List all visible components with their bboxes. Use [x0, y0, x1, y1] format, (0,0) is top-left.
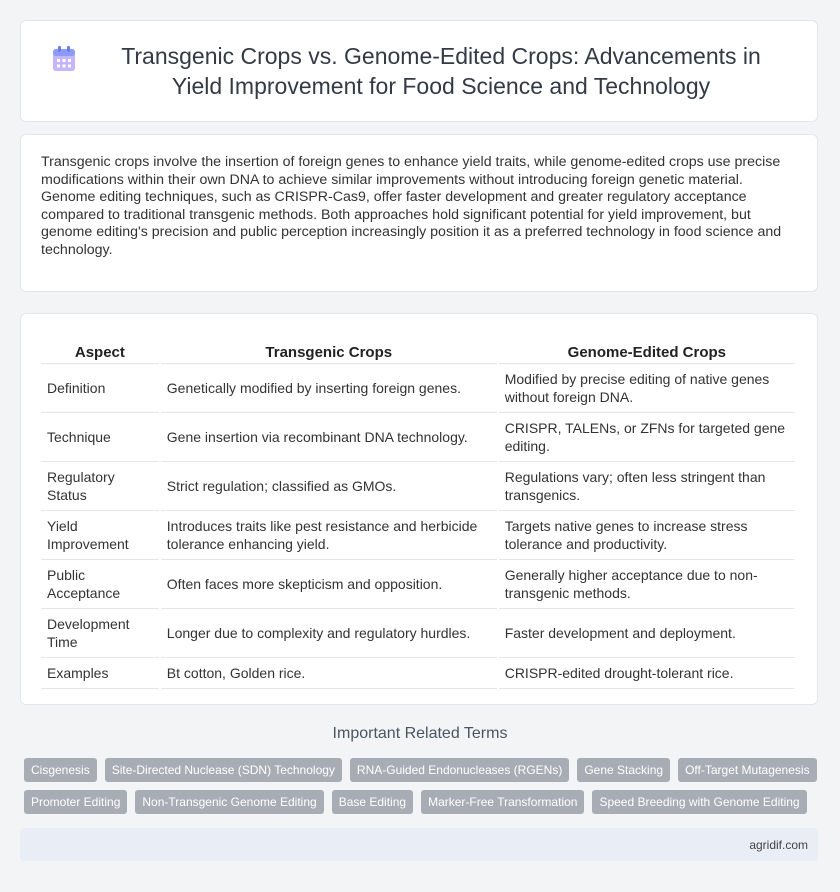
table-row	[41, 658, 795, 689]
header-aspect: Aspect	[41, 332, 159, 364]
header-genome-edited: Genome-Edited Crops	[499, 332, 795, 364]
summary-text: Transgenic crops involve the insertion of foreign genes to enhance yield traits, while genome-edited crops use precise modifications within their own DNA to achieve similar improvements without introducing foreign genetic material. Genome editing techniques, such as CRISPR-Cas9, offer faster development and greater regulatory acceptance compared to traditional transgenic methods. Both approaches hold significant potential for yield improvement, but genome editing's precision and public perception increasingly position it as a preferred technology in food science and technology.	[41, 154, 782, 258]
table-row	[41, 462, 795, 511]
summary-card	[20, 134, 818, 292]
related-terms-row	[24, 790, 824, 814]
cell-genome-edited: Generally higher acceptance due to non-transgenic methods.	[499, 560, 795, 609]
cell-transgenic: Bt cotton, Golden rice.	[161, 658, 497, 689]
table-row	[41, 560, 795, 609]
cell-transgenic: Introduces traits like pest resistance and herbicide tolerance enhancing yield.	[161, 511, 497, 560]
related-term-tag[interactable]: Speed Breeding with Genome Editing	[592, 790, 806, 814]
calendar-icon	[51, 45, 77, 73]
cell-aspect: Public Acceptance	[41, 560, 159, 609]
cell-aspect: Examples	[41, 658, 159, 689]
related-terms-row	[24, 758, 824, 782]
table-row	[41, 364, 795, 413]
related-term-tag[interactable]: RNA-Guided Endonucleases (RGENs)	[350, 758, 569, 782]
table-header-row	[41, 332, 795, 364]
footer-site-link[interactable]: agridif.com	[749, 837, 808, 852]
related-term-tag[interactable]: Promoter Editing	[24, 790, 127, 814]
related-term-tag[interactable]: Site-Directed Nuclease (SDN) Technology	[105, 758, 342, 782]
cell-aspect: Regulatory Status	[41, 462, 159, 511]
cell-genome-edited: Modified by precise editing of native genes without foreign DNA.	[499, 364, 795, 413]
cell-transgenic: Often faces more skepticism and opposition.	[161, 560, 497, 609]
cell-genome-edited: CRISPR, TALENs, or ZFNs for targeted gene editing.	[499, 413, 795, 462]
cell-aspect: Technique	[41, 413, 159, 462]
cell-aspect: Development Time	[41, 609, 159, 658]
cell-transgenic: Gene insertion via recombinant DNA technology.	[161, 413, 497, 462]
related-term-tag[interactable]: Base Editing	[332, 790, 413, 814]
related-term-tag[interactable]: Non-Transgenic Genome Editing	[135, 790, 323, 814]
cell-transgenic: Strict regulation; classified as GMOs.	[161, 462, 497, 511]
related-terms-title: Important Related Terms	[332, 725, 508, 742]
cell-transgenic: Longer due to complexity and regulatory hurdles.	[161, 609, 497, 658]
table-row	[41, 413, 795, 462]
cell-aspect: Yield Improvement	[41, 511, 159, 560]
page-title: Transgenic Crops vs. Genome-Edited Crops: Advancements in Yield Improvement for Food Science and Technology	[121, 43, 761, 99]
cell-genome-edited: Regulations vary; often less stringent than transgenics.	[499, 462, 795, 511]
related-term-tag[interactable]: Cisgenesis	[24, 758, 97, 782]
related-term-tag[interactable]: Off-Target Mutagenesis	[678, 758, 817, 782]
cell-genome-edited: Faster development and deployment.	[499, 609, 795, 658]
table-row	[41, 609, 795, 658]
related-term-tag[interactable]: Marker-Free Transformation	[421, 790, 584, 814]
cell-genome-edited: Targets native genes to increase stress tolerance and productivity.	[499, 511, 795, 560]
cell-aspect: Definition	[41, 364, 159, 413]
comparison-table	[39, 332, 797, 689]
cell-genome-edited: CRISPR-edited drought-tolerant rice.	[499, 658, 795, 689]
header-transgenic: Transgenic Crops	[161, 332, 497, 364]
table-row	[41, 511, 795, 560]
footer	[20, 828, 818, 861]
cell-transgenic: Genetically modified by inserting foreign genes.	[161, 364, 497, 413]
title-card	[20, 20, 818, 122]
related-term-tag[interactable]: Gene Stacking	[577, 758, 670, 782]
comparison-table-card	[20, 313, 818, 705]
